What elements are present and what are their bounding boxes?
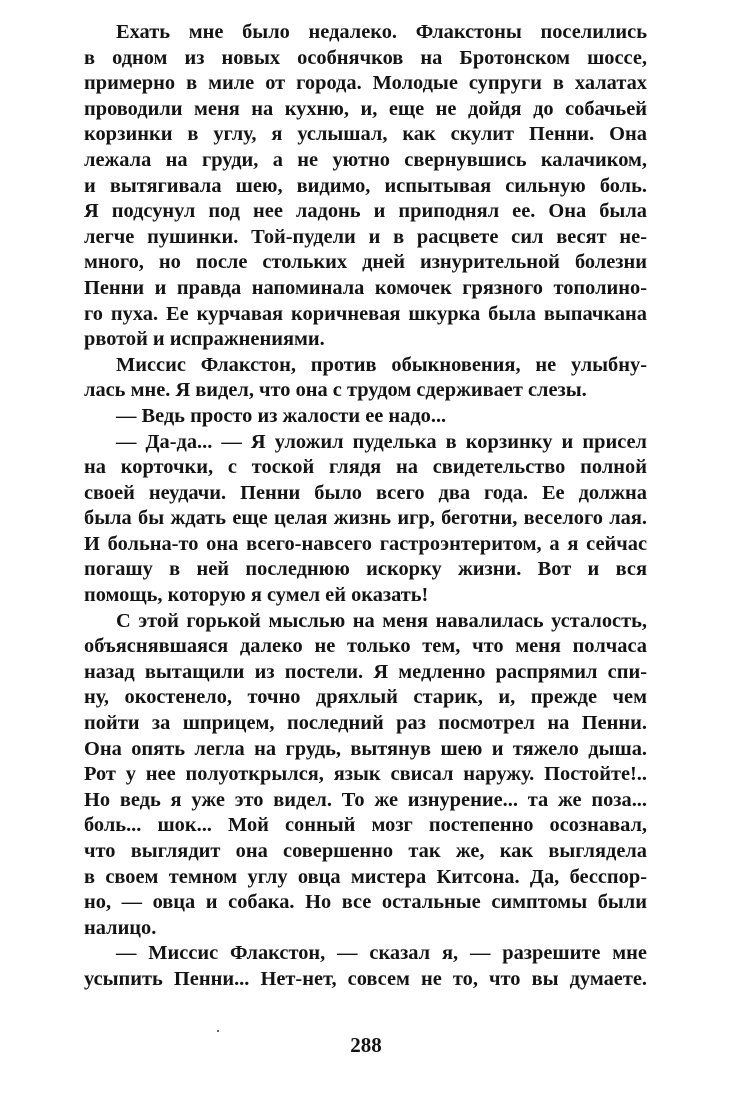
text-line: лежала на груди, а не уютно свернувшись калачиком, (84, 148, 647, 171)
paragraph (84, 20, 647, 353)
text-line: много, но после стольких дней изнурительной болезни (84, 251, 647, 274)
page-number: 288 (350, 1033, 382, 1057)
text-line: в одном из новых особнячков на Бротонском шоссе, (84, 46, 647, 69)
page-body (84, 20, 647, 993)
text-line: и вытягивала шею, видимо, испытывая сильную боль. (84, 174, 647, 197)
text-line: С этой горькой мыслью на меня навалилась усталость, (116, 609, 647, 632)
paragraph (84, 353, 647, 404)
text-line: проводили меня на кухню, и, еще не дойдя до собачьей (84, 97, 647, 120)
text-line: Она опять легла на грудь, вытянув шею и тяжело дыша. (84, 737, 647, 760)
text-line: помощь, которую я сумел ей оказать! (84, 584, 429, 607)
paragraph (84, 941, 647, 992)
text-line: Но ведь я уже это видел. То же изнурение... та же поза... (84, 788, 647, 811)
text-line: пойти за шприцем, последний раз посмотрел на Пенни. (84, 712, 647, 735)
text-line: усыпить Пенни... Нет-нет, совсем не то, что вы думаете. (84, 967, 647, 990)
text-line: Миссис Флакстон, против обыкновения, не улыбну- (116, 353, 647, 376)
paragraph (84, 609, 647, 942)
text-line: — Миссис Флакстон, — сказал я, — разрешите мне (116, 942, 647, 965)
text-line: И больна-то она всего-навсего гастроэнтеритом, а я сейчас (84, 532, 647, 555)
text-line: своей неудачи. Пенни было всего два года. Ее должна (84, 481, 647, 504)
text-line: — Ведь просто из жалости ее надо... (116, 404, 447, 427)
text-line: боль... шок... Мой сонный мозг постепенно осознавал, (84, 814, 647, 837)
text-line: в своем темном углу овца мистера Китсона. Да, бесспор- (84, 865, 647, 888)
text-line: Ехать мне было недалеко. Флакстоны поселились (116, 21, 647, 43)
text-line: — Да-да... — Я уложил пуделька в корзинку и присел (116, 430, 647, 453)
text-line: легче пушинки. Той-пудели и в расцвете сил весят не- (84, 225, 647, 248)
ink-speck (217, 1030, 219, 1032)
text-line: Я подсунул под нее ладонь и приподнял ее. Она была (84, 200, 647, 223)
text-line: корзинки в углу, я услышал, как скулит Пенни. Она (84, 123, 647, 146)
text-line: ну, окостенело, точно дряхлый старик, и, прежде чем (84, 686, 647, 709)
text-line: но, — овца и собака. Но все остальные симптомы были (84, 891, 647, 914)
text-line: Рот у нее полуоткрылся, язык свисал наружу. Постойте!.. (84, 763, 647, 786)
text-line: примерно в миле от города. Молодые супруги в халатах (84, 72, 647, 95)
text-line: лась мне. Я видел, что она с трудом сдерживает слезы. (84, 379, 587, 402)
text-line: го пуха. Ее курчавая коричневая шкурка была выпачкана (84, 302, 647, 325)
text-line: Пенни и правда напоминала комочек грязного тополино- (84, 276, 647, 299)
paragraph (84, 430, 647, 609)
text-line: налицо. (84, 916, 157, 939)
text-line: рвотой и испражнениями. (84, 328, 325, 351)
text-line: назад вытащили из постели. Я медленно распрямил спи- (84, 660, 647, 683)
text-line: что выглядит она совершенно так же, как выглядела (84, 840, 647, 862)
text-line: на корточки, с тоской глядя на свидетельство полной (84, 456, 647, 479)
text-line: погашу в ней последнюю искорку жизни. Вот и вся (84, 558, 647, 581)
text-line: объяснявшаяся далеко не только тем, что меня полчаса (84, 635, 647, 658)
text-line: была бы ждать еще целая жизнь игр, беготни, веселого лая. (84, 507, 647, 530)
paragraph (84, 404, 647, 430)
